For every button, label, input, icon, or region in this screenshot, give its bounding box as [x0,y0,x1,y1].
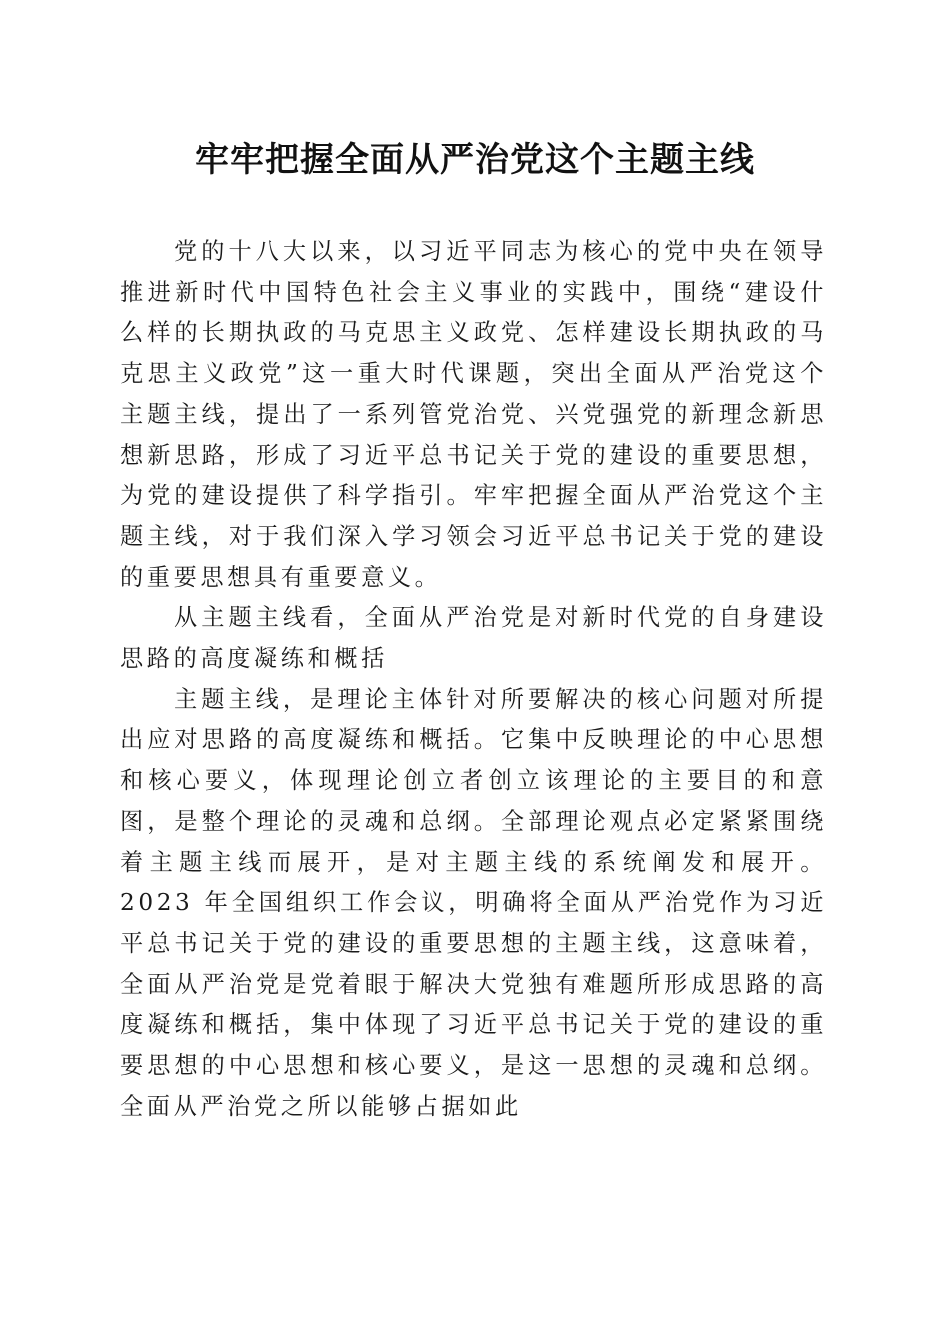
document-body [120,232,827,1127]
document-title: 牢牢把握全面从严治党这个主题主线 [195,140,755,180]
paragraph-theme-mainline: 主题主线，是理论主体针对所要解决的核心问题对所提出应对思路的高度凝练和概括。它集中反映理论的中心思想和核心要义，体现理论创立者创立该理论的主要目的和意图，是整个理论的灵魂和总纲。全部理论观点必定紧紧围绕着主题主线而展开，是对主题主线的系统阐发和展开。2023 年全国组织工作会议，明确将全面从严治党作为习近平总书记关于党的建设的重要思想的主题主线，这意味着，全面从严治党是党着眼于解决大党独有难题所形成思路的高度凝练和概括，集中体现了习近平总书记关于党的建设的重要思想的中心思想和核心要义，是这一思想的灵魂和总纲。全面从严治党之所以能够占据如此 [120,685,827,1120]
paragraph-section-heading: 从主题主线看，全面从严治党是对新时代党的自身建设思路的高度凝练和概括 [120,604,827,673]
paragraph-intro: 党的十八大以来，以习近平同志为核心的党中央在领导推进新时代中国特色社会主义事业的实践中，围绕“建设什么样的长期执政的马克思主义政党、怎样建设长期执政的马克思主义政党”这一重大时代课题，突出全面从严治党这个主题主线，提出了一系列管党治党、兴党强党的新理念新思想新思路，形成了习近平总书记关于党的建设的重要思想，为党的建设提供了科学指引。牢牢把握全面从严治党这个主题主线，对于我们深入学习领会习近平总书记关于党的建设的重要思想具有重要意义。 [120,238,827,591]
